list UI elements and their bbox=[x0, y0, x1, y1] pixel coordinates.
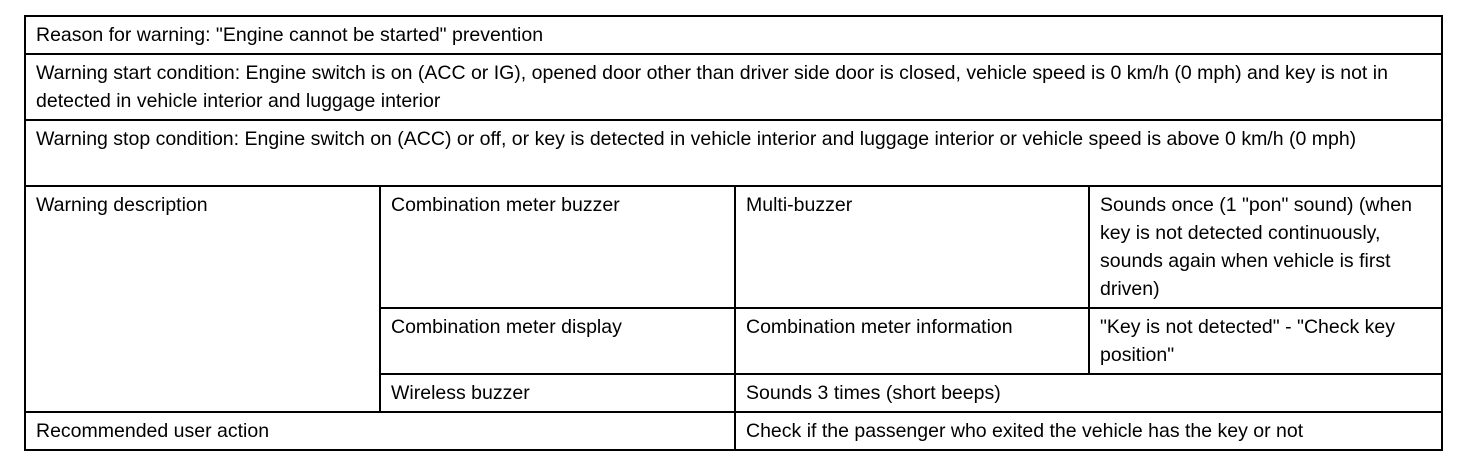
type-cell: Combination meter information bbox=[735, 308, 1089, 374]
description-label-cell: Warning description bbox=[25, 186, 380, 412]
reason-row bbox=[25, 16, 1442, 54]
stop-condition-cell: Warning stop condition: Engine switch on (ACC) or off, or key is detected in vehicle interior and luggage interior or vehicle speed is above 0 km/h (0 mph) bbox=[25, 120, 1442, 186]
start-condition-cell: Warning start condition: Engine switch is on (ACC or IG), opened door other than driver side door is closed, vehicle speed is 0 km/h (0 mph) and key is not in detected in vehicle interior and luggage interior bbox=[25, 54, 1442, 120]
start-condition-row bbox=[25, 54, 1442, 120]
detail-cell: "Key is not detected" - "Check key position" bbox=[1089, 308, 1442, 374]
action-cell: Check if the passenger who exited the vehicle has the key or not bbox=[735, 412, 1442, 450]
stop-condition-row bbox=[25, 120, 1442, 186]
action-label-cell: Recommended user action bbox=[25, 412, 735, 450]
warning-table bbox=[24, 15, 1443, 451]
device-cell: Combination meter display bbox=[380, 308, 735, 374]
device-cell: Wireless buzzer bbox=[380, 374, 735, 412]
type-cell: Multi-buzzer bbox=[735, 186, 1089, 308]
detail-cell: Sounds once (1 "pon" sound) (when key is not detected continuously, sounds again when vehicle is first driven) bbox=[1089, 186, 1442, 308]
detail-cell: Sounds 3 times (short beeps) bbox=[735, 374, 1442, 412]
reason-cell: Reason for warning: "Engine cannot be started" prevention bbox=[25, 16, 1442, 54]
device-cell: Combination meter buzzer bbox=[380, 186, 735, 308]
description-row bbox=[25, 186, 1442, 308]
action-row bbox=[25, 412, 1442, 450]
